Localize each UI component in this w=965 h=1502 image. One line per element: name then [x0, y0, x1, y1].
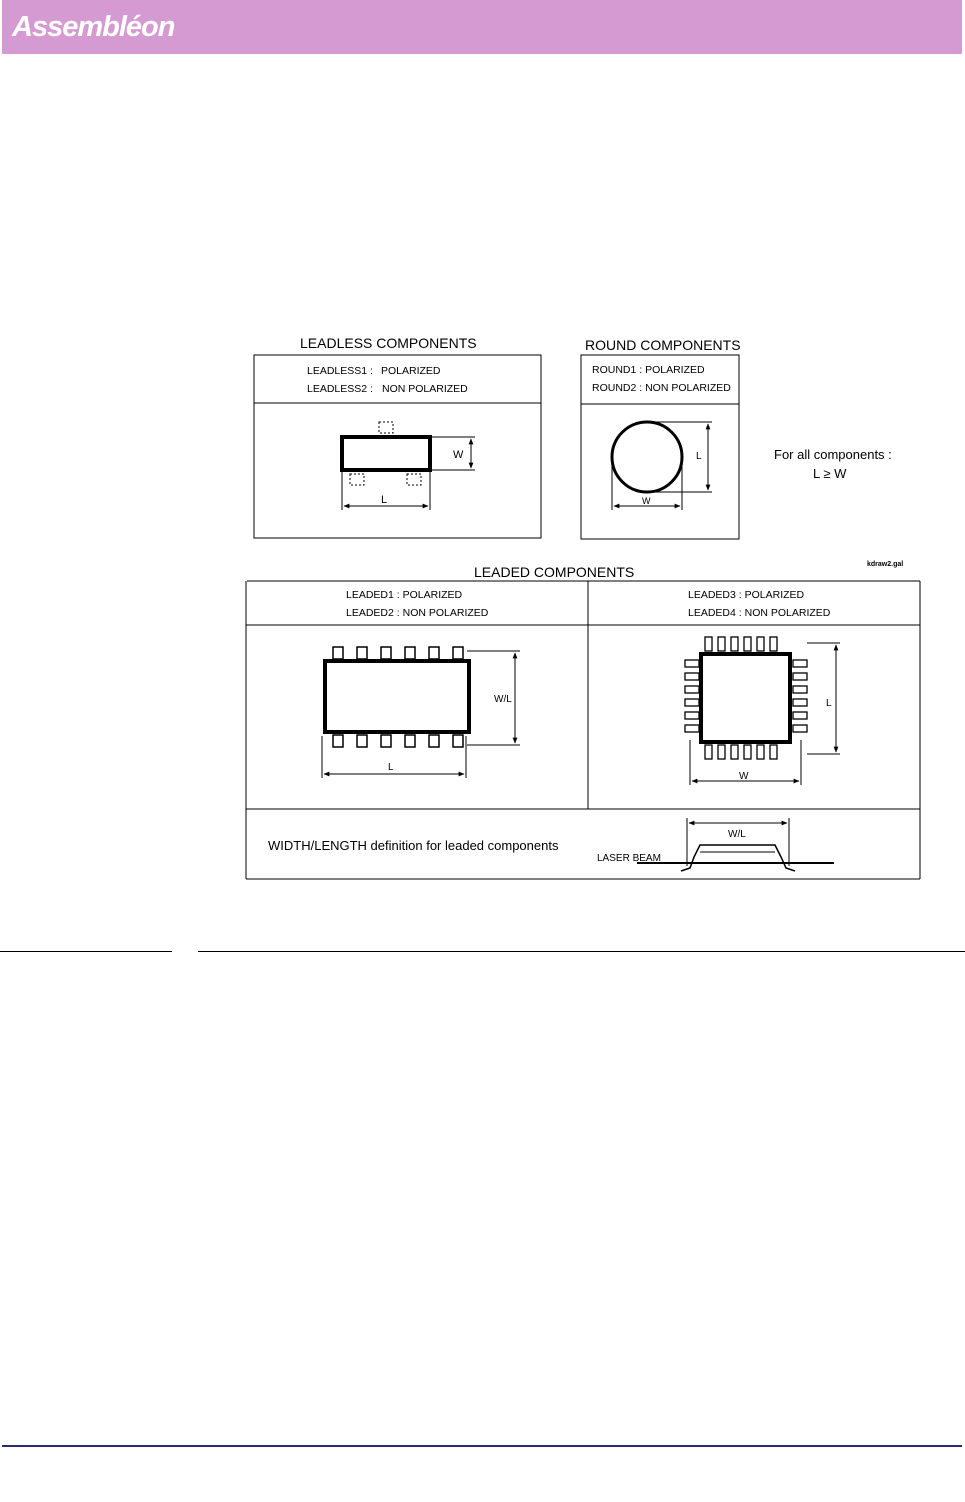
leaded-section: [246, 564, 920, 879]
leaded1-label: LEADED1 : POLARIZED: [346, 589, 463, 601]
round-dim-l: L: [696, 451, 702, 462]
leaded3-label: LEADED3 : POLARIZED: [688, 589, 805, 601]
note-line1: For all components :: [774, 447, 892, 462]
leadless-dim-w: W: [453, 449, 464, 461]
leaded2-label: LEADED2 : NON POLARIZED: [346, 607, 489, 619]
beam-dim-wl: W/L: [728, 829, 746, 840]
leadless-dim-l: L: [381, 494, 388, 506]
leadless-body: [342, 437, 430, 470]
round-body: [612, 422, 682, 492]
assembleon-logo: Assembléon: [12, 11, 175, 43]
leadless1-desc: POLARIZED: [381, 365, 441, 377]
leadless1-code: LEADLESS1 :: [307, 365, 373, 377]
leaded-soic-body: [325, 661, 469, 732]
leadless2-desc: NON POLARIZED: [382, 383, 468, 395]
round2-label: ROUND2 : NON POLARIZED: [592, 382, 731, 394]
footer-rule: [2, 1445, 962, 1447]
section-rule-right: [198, 951, 965, 952]
file-tag: kdraw2.gal: [867, 561, 904, 568]
leaded-right-dim-w: W: [739, 771, 749, 782]
leaded4-label: LEADED4 : NON POLARIZED: [688, 607, 831, 619]
round-section: [581, 337, 741, 539]
leaded-left-dim-l: L: [388, 762, 394, 773]
leaded-qfp-body: [701, 654, 790, 742]
note-line2: L ≥ W: [813, 466, 847, 481]
leadless2-code: LEADLESS2 :: [307, 383, 373, 395]
round-title: ROUND COMPONENTS: [585, 337, 741, 353]
width-length-definition: WIDTH/LENGTH definition for leaded components: [268, 838, 559, 853]
leadless-section: [254, 335, 541, 538]
round-dim-w: W: [642, 496, 651, 506]
section-rule-left: [0, 951, 172, 952]
leaded-right-dim-l: L: [826, 698, 832, 709]
leaded-left-dim-wl: W/L: [494, 694, 512, 705]
laser-beam-label: LASER BEAM: [597, 853, 661, 864]
leaded-title: LEADED COMPONENTS: [474, 564, 635, 580]
leaded-profile: [681, 845, 795, 871]
round1-label: ROUND1 : POLARIZED: [592, 364, 705, 376]
leadless-title: LEADLESS COMPONENTS: [300, 335, 477, 351]
